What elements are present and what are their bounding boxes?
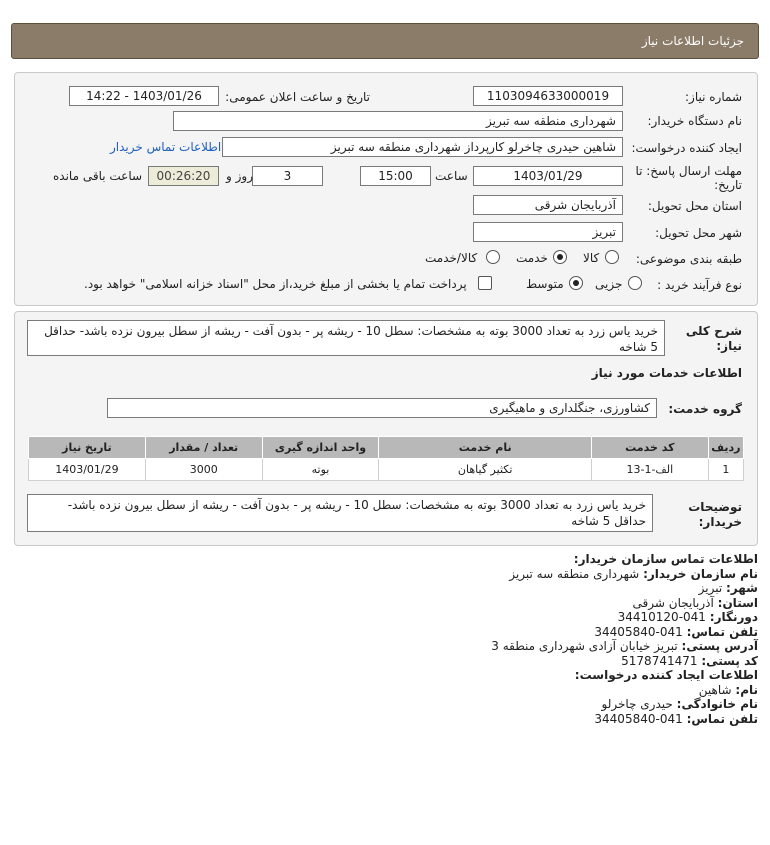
province-field[interactable]: آذربایجان شرقی: [473, 195, 623, 215]
days-label: روز و: [226, 169, 253, 183]
deadline-date-field[interactable]: 1403/01/29: [473, 166, 623, 186]
process-radio-medium[interactable]: [569, 276, 583, 290]
buyer-notes-label: توضیحات خریدار:: [688, 500, 742, 529]
contact-province-label: استان:: [717, 595, 758, 610]
creator-phone-label: تلفن تماس:: [686, 711, 758, 726]
contact-fax-label: دورنگار:: [709, 610, 758, 624]
contact-city: تبریز: [698, 581, 723, 595]
deadline-date-label: تاریخ:: [714, 178, 742, 192]
description-text: خرید یاس زرد به تعداد 3000 بوته به مشخصات: سطل 10 - ریشه پر - بدون آفت - ریشه از سطل بیرون نزده باشد- حداقل 5 شاخه: [27, 320, 665, 356]
contact-city-label: شهر:: [726, 581, 758, 595]
table-header-row: [29, 437, 744, 459]
service-group-field[interactable]: کشاورزی، جنگلداری و ماهیگیری: [107, 398, 657, 418]
process-medium-label: متوسط: [526, 277, 564, 291]
creator-name: شاهین: [698, 682, 732, 697]
col-need-date: تاریخ نیاز: [29, 437, 146, 459]
contact-postal: 5178741471: [621, 653, 698, 668]
remaining-label: ساعت باقی مانده: [53, 169, 143, 183]
contact-address-label: آدرس پستی:: [681, 639, 758, 653]
need-info-panel: [14, 72, 758, 306]
contact-address: تبریز خیابان آزادی شهرداری منطقه 3: [491, 639, 678, 653]
page-title: جزئیات اطلاعات نیاز: [641, 34, 744, 48]
table-row[interactable]: [29, 459, 744, 481]
contact-info: [18, 552, 758, 726]
process-radio-minor[interactable]: [628, 276, 642, 290]
process-label: نوع فرآیند خرید :: [657, 278, 742, 292]
category-radio-service[interactable]: [553, 250, 567, 264]
contact-phone-label: تلفن تماس:: [686, 624, 758, 639]
requester-label: ایجاد کننده درخواست:: [631, 141, 742, 155]
description-label: شرح کلی نیاز:: [685, 324, 742, 353]
creator-name-label: نام:: [735, 682, 758, 697]
province-label: استان محل تحویل:: [647, 199, 742, 213]
services-table: [28, 436, 744, 481]
service-group-label: گروه خدمت:: [668, 402, 742, 416]
services-section-title: اطلاعات خدمات مورد نیاز: [591, 366, 742, 380]
page-header: [11, 23, 759, 59]
creator-family-label: نام خانوادگی:: [676, 697, 758, 711]
col-service-name: نام خدمت: [379, 437, 592, 459]
need-number-label: شماره نیاز:: [685, 90, 742, 104]
creator-family: حیدری چاخرلو: [601, 697, 673, 711]
deadline-label: مهلت ارسال پاسخ: تا: [635, 164, 742, 178]
announce-label: تاریخ و ساعت اعلان عمومی:: [225, 90, 370, 104]
category-label: طبقه بندی موضوعی:: [635, 252, 742, 266]
contact-title: اطلاعات تماس سازمان خریدار:: [573, 552, 758, 566]
requester-field[interactable]: شاهین حیدری چاخرلو کارپرداز شهرداری منطقه سه تبریز: [222, 137, 623, 157]
contact-postal-label: کد پستی:: [701, 653, 758, 668]
time-label: ساعت: [435, 169, 468, 183]
process-minor-label: جزیی: [595, 277, 623, 291]
treasury-checkbox[interactable]: [478, 276, 492, 290]
contact-org: شهرداری منطقه سه تبریز: [509, 566, 640, 581]
remaining-time-field: 00:26:20: [148, 166, 219, 186]
buyer-org-label: نام دستگاه خریدار:: [647, 114, 742, 128]
contact-province: آذربایجان شرقی: [632, 595, 714, 610]
cell-service-code: الف-1-13: [591, 459, 708, 481]
days-field[interactable]: 3: [252, 166, 323, 186]
contact-fax: 041-34410120: [617, 610, 706, 624]
cell-need-date: 1403/01/29: [29, 459, 146, 481]
col-quantity: تعداد / مقدار: [145, 437, 262, 459]
category-goods-label: کالا: [583, 251, 600, 265]
need-number-field[interactable]: 1103094633000019: [473, 86, 623, 106]
category-radio-goods-service[interactable]: [486, 250, 500, 264]
category-goods-service-label: کالا/خدمت: [425, 251, 478, 265]
buyer-org-field[interactable]: شهرداری منطقه سه تبریز: [173, 111, 623, 131]
cell-unit: بوته: [262, 459, 379, 481]
contact-org-label: نام سازمان خریدار:: [643, 566, 758, 581]
treasury-note: پرداخت تمام یا بخشی از مبلغ خرید،از محل "اسناد خزانه اسلامی" خواهد بود.: [84, 277, 467, 291]
category-radio-goods[interactable]: [605, 250, 619, 264]
col-service-code: کد خدمت: [591, 437, 708, 459]
announce-datetime-field[interactable]: 1403/01/26 - 14:22: [69, 86, 219, 106]
creator-phone: 041-34405840: [594, 711, 683, 726]
cell-service-name: تکثیر گیاهان: [379, 459, 592, 481]
city-field[interactable]: تبریز: [473, 222, 623, 242]
col-unit: واحد اندازه گیری: [262, 437, 379, 459]
category-service-label: خدمت: [516, 251, 548, 265]
creator-title: اطلاعات ایجاد کننده درخواست:: [574, 668, 758, 682]
city-label: شهر محل تحویل:: [655, 226, 742, 240]
buyer-notes-text: خرید یاس زرد به تعداد 3000 بوته به مشخصات: سطل 10 - ریشه پر - بدون آفت - ریشه از سطل بیرون نزده باشد- حداقل 5 شاخه: [27, 494, 653, 532]
cell-quantity: 3000: [145, 459, 262, 481]
col-row: ردیف: [708, 437, 743, 459]
contact-phone: 041-34405840: [594, 624, 683, 639]
cell-row: 1: [708, 459, 743, 481]
buyer-contact-link[interactable]: اطلاعات تماس خریدار: [110, 140, 222, 154]
deadline-time-field[interactable]: 15:00: [360, 166, 431, 186]
